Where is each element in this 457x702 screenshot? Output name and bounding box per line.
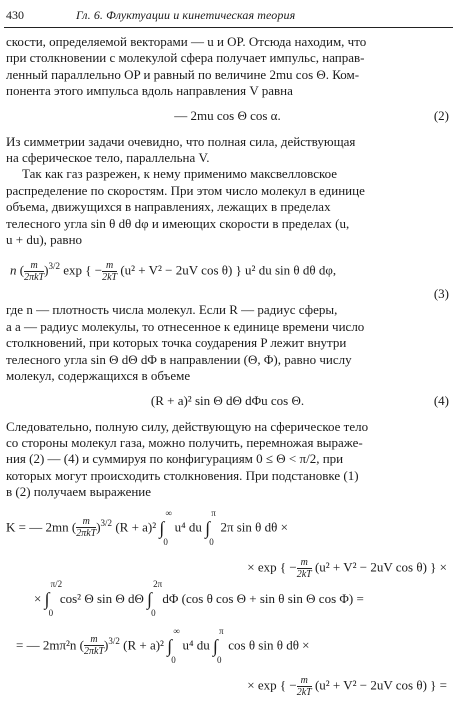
text-line: Из симметрии задачи очевидно, что полная сила, действующая	[6, 133, 356, 149]
text-line: столкновений, при которых точка соударения P лежит внутри	[6, 335, 347, 351]
equation-3-expression: n ( $\frac{m}{\text{2πkT}}$ )$^{3/2}$ exp { − $\frac{m}{2kT}$ (u² + V² − 2uV cos θ) } u² du sin θ dθ dφ,	[10, 260, 337, 284]
integral-sign: ∫ π/2 0	[44, 579, 63, 619]
text-line: в (2) получаем выражение	[6, 484, 152, 500]
text-line: молекул, содержащихся в объеме	[6, 368, 191, 384]
equation-row: × ∫ π/2 0 cos² Θ sin Θ dΘ ∫ 2π 0 dΦ (cos θ cos Θ + sin θ sin Θ cos Φ) =	[34, 579, 364, 619]
text-line: телесного угла sin Θ dΘ dΦ в направлении (Θ, Φ), равно числу	[6, 351, 352, 367]
equation-2-expression: — 2mu cos Θ cos α.	[174, 107, 281, 123]
text-line: ленный параллельно OP и равный по величине 2mu cos Θ. Ком-	[6, 66, 360, 82]
text-line: на сферическое тело, параллельна V.	[6, 150, 210, 166]
integral-sign: ∫ ∞ 0	[159, 507, 172, 547]
page-body	[6, 34, 449, 701]
text-line: со стороны молекул газа, можно получить, перемножая выраже-	[6, 434, 363, 450]
text-line: понента этого импульса вдоль направления V равна	[6, 83, 293, 99]
integral-sign: ∫ 2π 0	[147, 579, 163, 619]
integral-sign: ∫ π 0	[213, 625, 224, 665]
text-line: которых могут происходить столкновения. При подстановке (1)	[6, 467, 359, 483]
header-rule	[4, 27, 453, 28]
integral-sign: ∫ π 0	[205, 507, 216, 547]
equation-row: K = — 2mn ( $\frac{m}{\text{2πkT}}$ )$^{3/2}$ (R + a)² ∫ ∞ 0 u⁴ du ∫ π 0 2π sin θ dθ ×	[6, 507, 288, 547]
equation-row: = — 2mπ²n ( $\frac{m}{\text{2πkT}}$ )$^{3/2}$ (R + a)² ∫ ∞ 0 u⁴ du ∫ π 0 cos θ sin θ dθ ×	[16, 625, 310, 665]
equation-4-expression: (R + a)² sin Θ dΘ dΦu cos Θ.	[150, 392, 305, 408]
equation-2	[6, 104, 449, 130]
text-line: Так как газ разрежен, к нему применимо максвелловское	[22, 166, 338, 182]
force-integral-equation	[6, 507, 449, 701]
text-line: где n — плотность числа молекул. Если R — радиус сферы,	[6, 302, 338, 318]
page-number: 430	[6, 8, 24, 22]
text-line: скости, определяемой векторами — u и OP. Отсюда находим, что	[6, 34, 367, 49]
equation-2-number: (2)	[433, 107, 449, 123]
text-line: Следовательно, полную силу, действующую на сферическое тело	[6, 418, 369, 434]
text-line: ния (2) — (4) и суммируя по конфигурациям 0 ≤ Θ < π/2, при	[6, 451, 344, 467]
running-title: Гл. 6. Флуктуации и кинетическая теория	[76, 8, 296, 22]
text-line: телесного угла sin θ dθ dφ и имеющих скорости в пределах (u,	[6, 215, 350, 231]
text-line: объема, движущихся в направлениях, лежащих в пределах	[6, 199, 331, 215]
equation-4	[6, 389, 449, 415]
equation-row: × exp { − $\frac{m}{2kT}$ (u² + V² − 2uV cos θ) } ×	[247, 556, 447, 580]
text-line: а a — радиус молекулы, то отнесенное к единице времени число	[6, 318, 365, 334]
equation-4-number: (4)	[433, 392, 449, 408]
text-line: распределение по скоростям. При этом число молекул в единице	[6, 182, 365, 198]
equation-3	[6, 252, 449, 286]
text-line: при столкновении с молекулой сфера получает импульс, направ-	[6, 50, 365, 66]
equation-row: × exp { − $\frac{m}{2kT}$ (u² + V² − 2uV cos θ) } =	[247, 674, 447, 698]
text-line: u + du), равно	[6, 232, 83, 248]
integral-sign: ∫ ∞ 0	[167, 625, 180, 665]
page-header	[6, 8, 451, 24]
equation-3-number: (3)	[433, 286, 449, 302]
